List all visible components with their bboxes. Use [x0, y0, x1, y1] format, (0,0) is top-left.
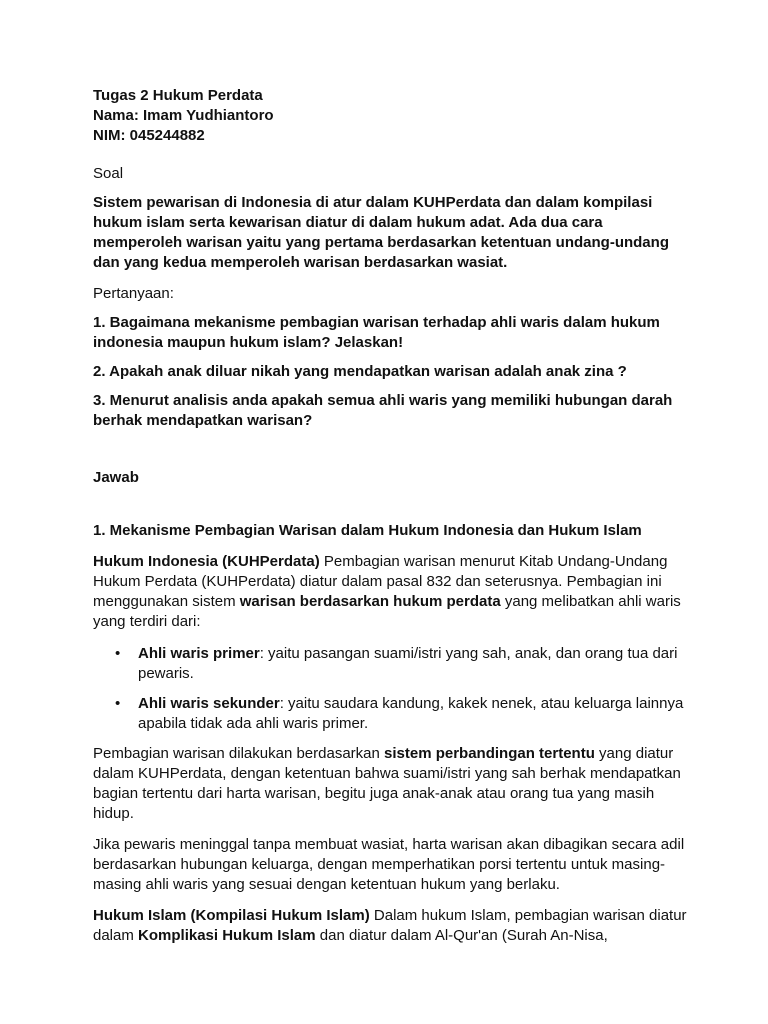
bullet-icon: •: [115, 645, 121, 662]
hukum-islam-text: Dalam hukum Islam, pembagian warisan diatur dalam: [93, 907, 687, 944]
paragraph-hukum-islam: [93, 906, 688, 946]
student-nim: NIM: 045244882: [93, 127, 205, 144]
section-1-title: 1. Mekanisme Pembagian Warisan dalam Hukum Indonesia dan Hukum Islam: [93, 522, 642, 539]
paragraph-pembagian: [93, 744, 688, 824]
list-item-text: : yaitu pasangan suami/istri yang sah, anak, dan orang tua dari pewaris.: [138, 645, 678, 682]
list-item-term: Ahli waris sekunder: [138, 695, 280, 712]
question-2: 2. Apakah anak diluar nikah yang mendapatkan warisan adalah anak zina ?: [93, 363, 627, 380]
soal-intro: Sistem pewarisan di Indonesia di atur dalam KUHPerdata dan dalam kompilasi hukum islam serta kewarisan diatur di dalam hukum adat. Ada dua cara memperoleh warisan yaitu yang pertama berdasarkan ketentuan undang-undang dan yang kedua memperoleh warisan berdasarkan wasiat.: [93, 194, 669, 271]
list-item-term: Ahli waris primer: [138, 645, 260, 662]
hukum-islam-source: Komplikasi Hukum Islam: [138, 927, 316, 944]
document-header: [93, 86, 688, 146]
paragraph-kuhperdata: [93, 552, 688, 632]
soal-heading: Soal: [93, 165, 124, 182]
hukum-islam-heading: Hukum Islam (Kompilasi Hukum Islam): [93, 907, 370, 924]
list-item-text: : yaitu saudara kandung, kakek nenek, atau keluarga lainnya apabila tidak ada ahli waris primer.: [138, 695, 684, 732]
heir-list: [93, 644, 688, 734]
question-3: 3. Menurut analisis anda apakah semua ahli waris yang memiliki hubungan darah berhak mendapatkan warisan?: [93, 392, 673, 429]
list-item: [93, 694, 688, 734]
list-item: [93, 644, 688, 684]
question-1: 1. Bagaimana mekanisme pembagian warisan terhadap ahli waris dalam hukum indonesia maupun hukum islam? Jelaskan!: [93, 314, 660, 351]
pembagian-text: Pembagian warisan dilakukan berdasarkan: [93, 745, 385, 762]
student-name: Nama: Imam Yudhiantoro: [93, 107, 274, 124]
kuhperdata-text: Pembagian warisan menurut Kitab Undang-Undang Hukum Perdata (KUHPerdata) diatur dalam pasal 832 dan seterusnya. Pembagian ini menggunakan sistem: [93, 553, 668, 610]
bullet-icon: •: [115, 695, 121, 712]
pembagian-text-2: yang diatur dalam KUHPerdata, dengan ketentuan bahwa suami/istri yang sah berhak mendapatkan bagian tertentu dari harta warisan, begitu juga anak-anak atau orang tua yang masih hidup.: [93, 745, 681, 822]
jawab-heading: Jawab: [93, 469, 139, 486]
assignment-title: Tugas 2 Hukum Perdata: [93, 87, 263, 104]
kuhperdata-text-2: yang melibatkan ahli waris yang terdiri dari:: [93, 593, 681, 630]
pembagian-system: sistem perbandingan tertentu: [384, 745, 595, 762]
kuhperdata-system: warisan berdasarkan hukum perdata: [239, 593, 501, 610]
paragraph-wasiat: Jika pewaris meninggal tanpa membuat wasiat, harta warisan akan dibagikan secara adil berdasarkan hubungan keluarga, dengan memperhatikan porsi tertentu untuk masing-masing ahli waris yang sesuai dengan ketentuan hukum yang berlaku.: [93, 836, 685, 893]
kuhperdata-heading: Hukum Indonesia (KUHPerdata): [93, 553, 320, 570]
hukum-islam-text-2: dan diatur dalam Al-Qur'an (Surah An-Nisa,: [315, 927, 608, 944]
pertanyaan-label: Pertanyaan:: [93, 285, 174, 302]
